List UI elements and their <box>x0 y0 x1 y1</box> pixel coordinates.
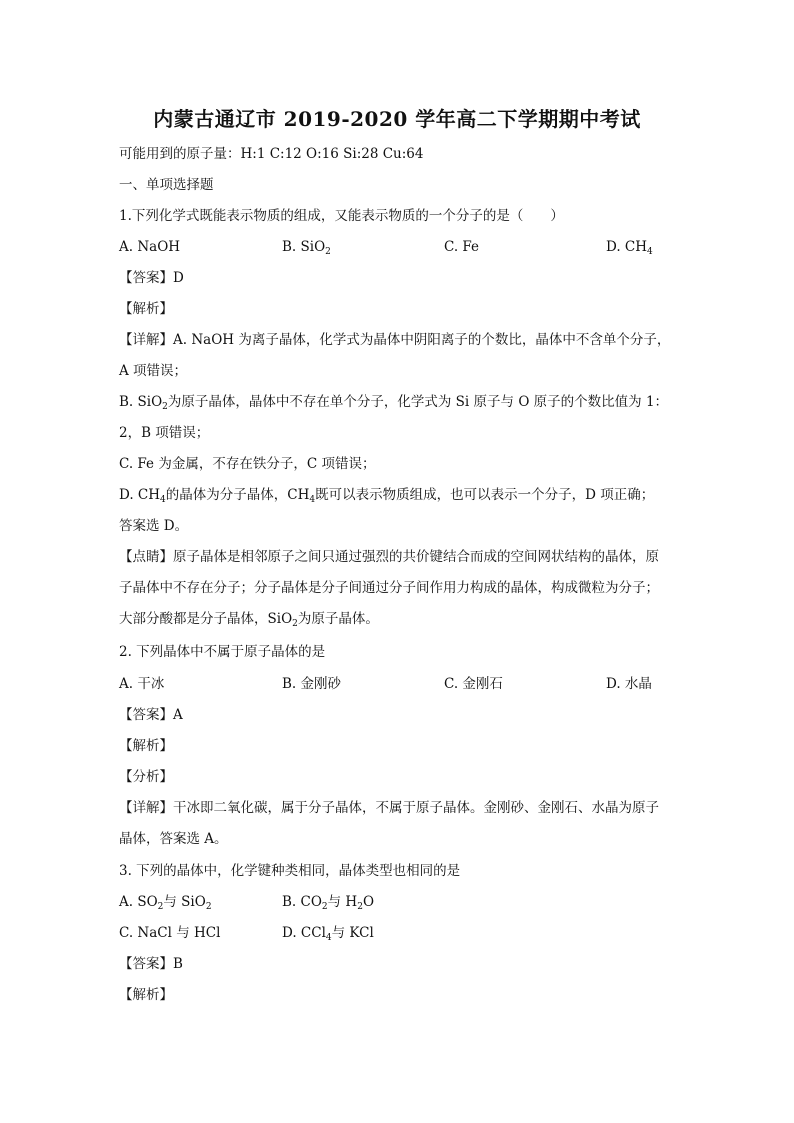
q2-fenxi-label: 【分析】 <box>119 769 173 785</box>
q1-detail-line: B. SiO$_2$为原子晶体，晶体中不存在单个分子，化学式为 Si 原子与 O 原子的个数比值为 1： <box>119 394 669 412</box>
q1-tip-line: 【点睛】原子晶体是相邻原子之间只通过强烈的共价键结合而成的空间网状结构的晶体，原 <box>119 549 659 565</box>
q2-option-a: A. 干冰 <box>119 676 165 692</box>
q1-tip-line: 大部分酸都是分子晶体，SiO$_2$为原子晶体。 <box>119 611 379 629</box>
q2-option-d: D. 水晶 <box>606 676 652 692</box>
q3-option-d: D. CCl$_4$与 KCl <box>282 925 374 943</box>
q3-option-b: B. $CO_2$与 $H_2O$ <box>282 894 375 912</box>
q2-detail-line: 【详解】干冰即二氧化碳，属于分子晶体，不属于原子晶体。金刚砂、金刚石、水晶为原子 <box>119 800 659 816</box>
q1-stem: 1.下列化学式既能表示物质的组成，又能表示物质的一个分子的是（ ） <box>119 208 564 224</box>
atomic-masses: 可能用到的原子量：H:1 C:12 O:16 Si:28 Cu:64 <box>119 146 424 162</box>
q2-detail-line: 晶体，答案选 A。 <box>119 831 228 847</box>
q1-option-d: D. $CH_4$ <box>606 239 653 257</box>
q2-answer: 【答案】A <box>119 707 183 723</box>
q1-detail-line: A 项错误； <box>119 363 188 379</box>
q2-stem: 2. 下列晶体中不属于原子晶体的是 <box>119 644 326 660</box>
q3-analysis-label: 【解析】 <box>119 987 173 1003</box>
q2-analysis-label: 【解析】 <box>119 738 173 754</box>
q1-detail-line: 【详解】A. NaOH 为离子晶体，化学式为晶体中阴阳离子的个数比，晶体中不含单个分子， <box>119 332 671 348</box>
q1-detail-line: C. Fe 为金属，不存在铁分子，C 项错误； <box>119 456 376 472</box>
q1-conclusion: 答案选 D。 <box>119 518 189 534</box>
q3-answer: 【答案】B <box>119 956 183 972</box>
q1-tip-line: 子晶体中不存在分子；分子晶体是分子间通过分子间作用力构成的晶体，构成微粒为分子； <box>119 580 659 596</box>
q1-option-a: A. NaOH <box>119 239 181 255</box>
q2-option-c: C. 金刚石 <box>444 676 503 692</box>
q3-option-a: A. $SO_2$与 SiO$_2$ <box>119 894 212 912</box>
q1-option-c: C. Fe <box>444 239 480 255</box>
q1-detail-line: D. $CH_4$的晶体为分子晶体，$CH_4$既可以表示物质组成，也可以表示一个分子，D 项正确； <box>119 487 655 505</box>
section-heading: 一、单项选择题 <box>119 177 214 193</box>
q1-answer: 【答案】D <box>119 270 184 286</box>
document-title: 内蒙古通辽市 2019-2020 学年高二下学期期中考试 <box>153 107 641 131</box>
q1-analysis-label: 【解析】 <box>119 301 173 317</box>
q3-option-c: C. NaCl 与 HCl <box>119 925 221 941</box>
q1-detail-line: 2，B 项错误； <box>119 425 210 441</box>
q1-option-b: B. SiO$_2$ <box>282 239 331 257</box>
q2-option-b: B. 金刚砂 <box>282 676 342 692</box>
q3-stem: 3. 下列的晶体中，化学键种类相同，晶体类型也相同的是 <box>119 863 461 879</box>
